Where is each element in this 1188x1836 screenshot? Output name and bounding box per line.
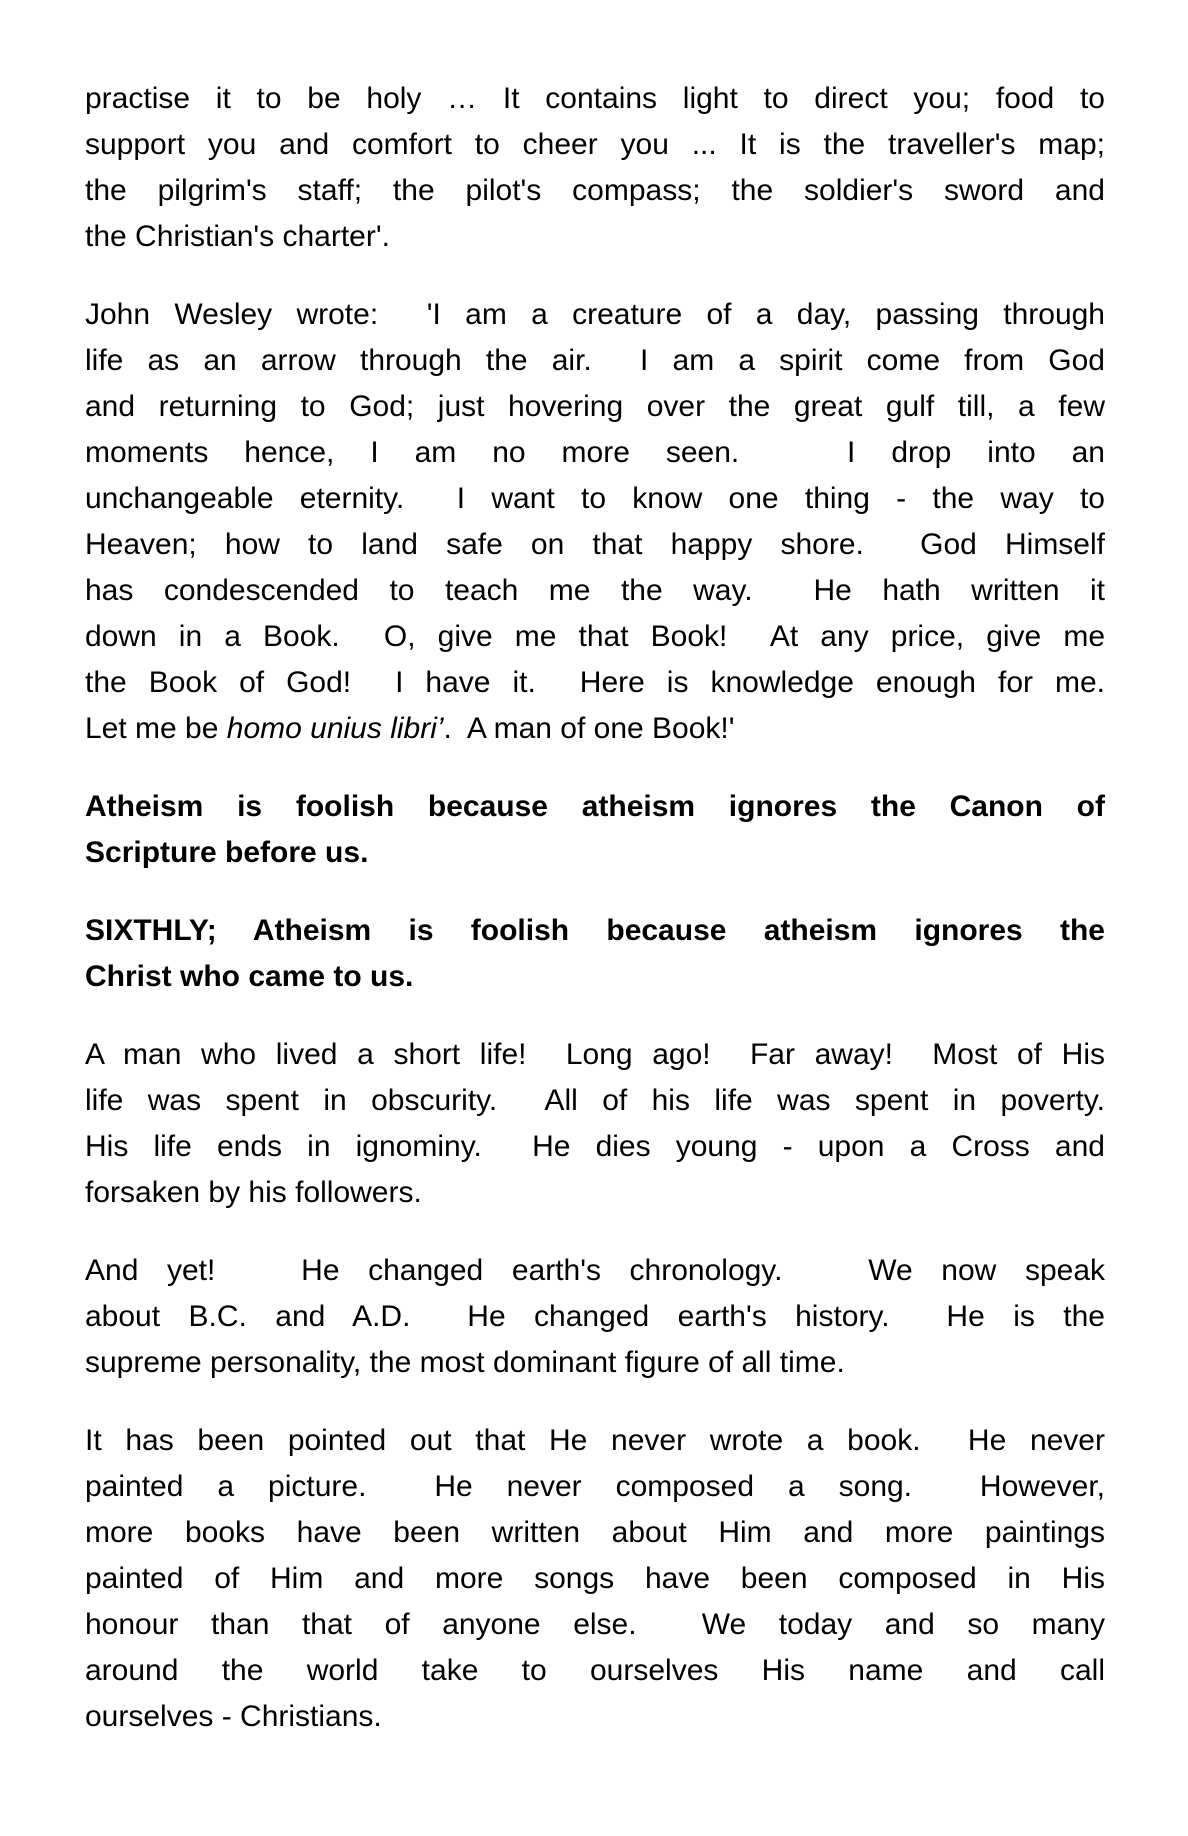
text-line: unchangeable eternity. I want to know one thing - the way to bbox=[85, 482, 1105, 515]
quote-closing-text: . A man of one Book!' bbox=[443, 712, 735, 745]
text-line: more books have been written about Him and more paintings bbox=[85, 1516, 1105, 1549]
text-line: life as an arrow through the air. I am a spirit come from God bbox=[85, 344, 1105, 377]
heading-sixthly-christ bbox=[85, 908, 1105, 1000]
quote-closing-text: Let me be bbox=[85, 712, 227, 745]
text-line: moments hence, I am no more seen. I drop into an bbox=[85, 436, 1105, 469]
text-line: the Book of God! I have it. Here is knowledge enough for me. bbox=[85, 666, 1105, 699]
paragraph-scripture-qualities bbox=[85, 76, 1105, 260]
text-line: forsaken by his followers. bbox=[85, 1176, 422, 1209]
text-line: around the world take to ourselves His name and call bbox=[85, 1654, 1105, 1687]
text-line bbox=[85, 706, 1105, 752]
text-line: has condescended to teach me the way. He hath written it bbox=[85, 574, 1105, 607]
latin-phrase-italic: homo unius libri’ bbox=[226, 712, 444, 745]
text-line: supreme personality, the most dominant figure of all time. bbox=[85, 1346, 845, 1379]
text-line: Atheism is foolish because atheism ignores the Canon of bbox=[85, 790, 1105, 823]
text-line: Heaven; how to land safe on that happy shore. God Himself bbox=[85, 528, 1105, 561]
text-line: and returning to God; just hovering over the great gulf till, a few bbox=[85, 390, 1105, 423]
text-line: painted a picture. He never composed a song. However, bbox=[85, 1470, 1105, 1503]
paragraph-changed-chronology bbox=[85, 1248, 1105, 1386]
text-line: A man who lived a short life! Long ago! Far away! Most of His bbox=[85, 1038, 1105, 1071]
text-line: It has been pointed out that He never wrote a book. He never bbox=[85, 1424, 1105, 1457]
text-line: painted of Him and more songs have been composed in His bbox=[85, 1562, 1105, 1595]
text-line: practise it to be holy … It contains light to direct you; food to bbox=[85, 82, 1105, 115]
text-line: And yet! He changed earth's chronology. We now speak bbox=[85, 1254, 1105, 1287]
paragraph-never-wrote-a-book bbox=[85, 1418, 1105, 1740]
text-line: Christ who came to us. bbox=[85, 960, 414, 993]
text-line: the pilgrim's staff; the pilot's compass; the soldier's sword and bbox=[85, 174, 1105, 207]
text-line: ourselves - Christians. bbox=[85, 1700, 382, 1733]
text-line: honour than that of anyone else. We today and so many bbox=[85, 1608, 1105, 1641]
text-line: John Wesley wrote: 'I am a creature of a day, passing through bbox=[85, 298, 1105, 331]
text-line: about B.C. and A.D. He changed earth's history. He is the bbox=[85, 1300, 1105, 1333]
text-line: support you and comfort to cheer you ... It is the traveller's map; bbox=[85, 128, 1105, 161]
text-line: down in a Book. O, give me that Book! At any price, give me bbox=[85, 620, 1105, 653]
heading-atheism-canon bbox=[85, 784, 1105, 876]
text-line: SIXTHLY; Atheism is foolish because atheism ignores the bbox=[85, 914, 1105, 947]
paragraph-john-wesley-quote bbox=[85, 292, 1105, 752]
text-line: His life ends in ignominy. He dies young - upon a Cross and bbox=[85, 1130, 1105, 1163]
text-line: Scripture before us. bbox=[85, 836, 369, 869]
text-line: life was spent in obscurity. All of his life was spent in poverty. bbox=[85, 1084, 1105, 1117]
text-line: the Christian's charter'. bbox=[85, 220, 390, 253]
paragraph-mans-short-life bbox=[85, 1032, 1105, 1216]
